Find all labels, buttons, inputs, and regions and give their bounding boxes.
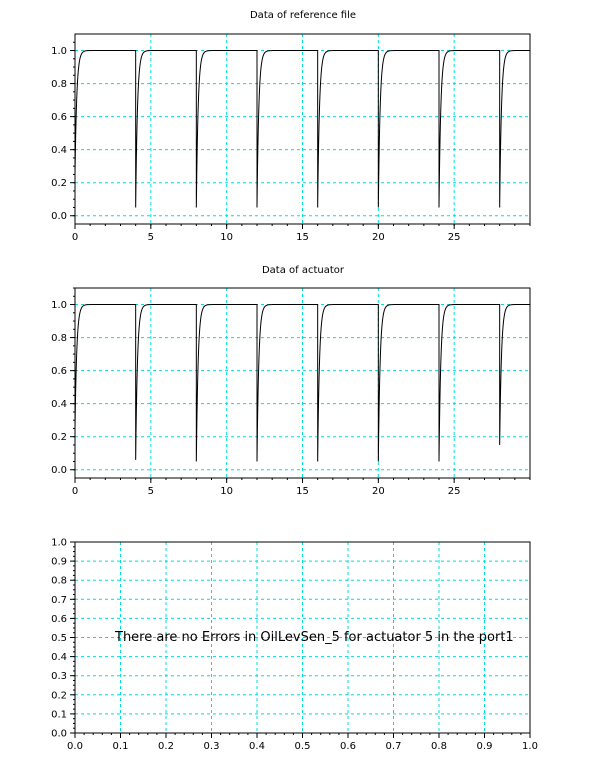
y-tick-label: 0.5 [51, 633, 67, 644]
y-tick-label: 0.0 [51, 728, 67, 740]
y-tick-label: 0.1 [51, 709, 67, 721]
x-tick-label: 0.3 [203, 741, 220, 752]
y-tick-label: 0.8 [51, 333, 67, 345]
y-tick-label: 0.2 [51, 178, 67, 190]
x-tick-label: 15 [296, 232, 309, 243]
x-tick-label: 0 [71, 232, 79, 243]
x-tick-label: 0.8 [431, 741, 447, 752]
x-tick-label: 10 [220, 486, 234, 497]
y-tick-label: 0.6 [51, 366, 67, 378]
y-tick-label: 0.4 [51, 145, 67, 157]
y-tick-label: 0.4 [51, 399, 67, 411]
chart-title: Data of reference file [249, 10, 357, 21]
x-tick-label: 20 [371, 232, 385, 243]
x-tick-label: 0.2 [158, 741, 174, 752]
y-tick-label: 1.0 [51, 537, 67, 549]
y-tick-label: 0.6 [51, 112, 67, 124]
x-tick-label: 1.0 [522, 741, 538, 752]
x-tick-label: 25 [447, 232, 461, 243]
x-tick-label: 5 [147, 232, 155, 243]
y-tick-label: 0.8 [51, 79, 67, 91]
y-tick-label: 0.8 [51, 575, 67, 587]
x-tick-label: 0.7 [385, 741, 402, 752]
x-tick-label: 0.9 [476, 741, 493, 752]
y-tick-label: 0.2 [51, 690, 67, 702]
y-tick-label: 0.2 [51, 432, 67, 444]
y-tick-label: 1.0 [51, 300, 67, 312]
y-tick-label: 0.0 [51, 211, 67, 223]
y-tick-label: 1.0 [51, 46, 67, 58]
x-tick-label: 15 [296, 486, 309, 497]
x-tick-label: 10 [220, 232, 234, 243]
x-tick-label: 0.4 [249, 741, 265, 752]
x-tick-label: 20 [371, 486, 385, 497]
error-message: There are no Errors in OilLevSen_5 for actuator 5 in the port1 [115, 630, 514, 645]
y-tick-label: 0.7 [51, 594, 67, 606]
x-tick-label: 0.0 [67, 741, 83, 752]
x-tick-label: 0 [71, 486, 79, 497]
y-tick-label: 0.0 [51, 465, 67, 477]
x-tick-label: 0.5 [294, 741, 311, 752]
x-tick-label: 5 [147, 486, 155, 497]
y-tick-label: 0.4 [51, 652, 67, 664]
x-tick-label: 25 [447, 486, 461, 497]
y-tick-label: 0.9 [51, 556, 67, 568]
x-tick-label: 0.1 [112, 741, 129, 752]
chart-title: Data of actuator [261, 265, 345, 276]
y-tick-label: 0.6 [51, 613, 67, 625]
y-tick-label: 0.3 [51, 671, 67, 683]
x-tick-label: 0.6 [340, 741, 356, 752]
